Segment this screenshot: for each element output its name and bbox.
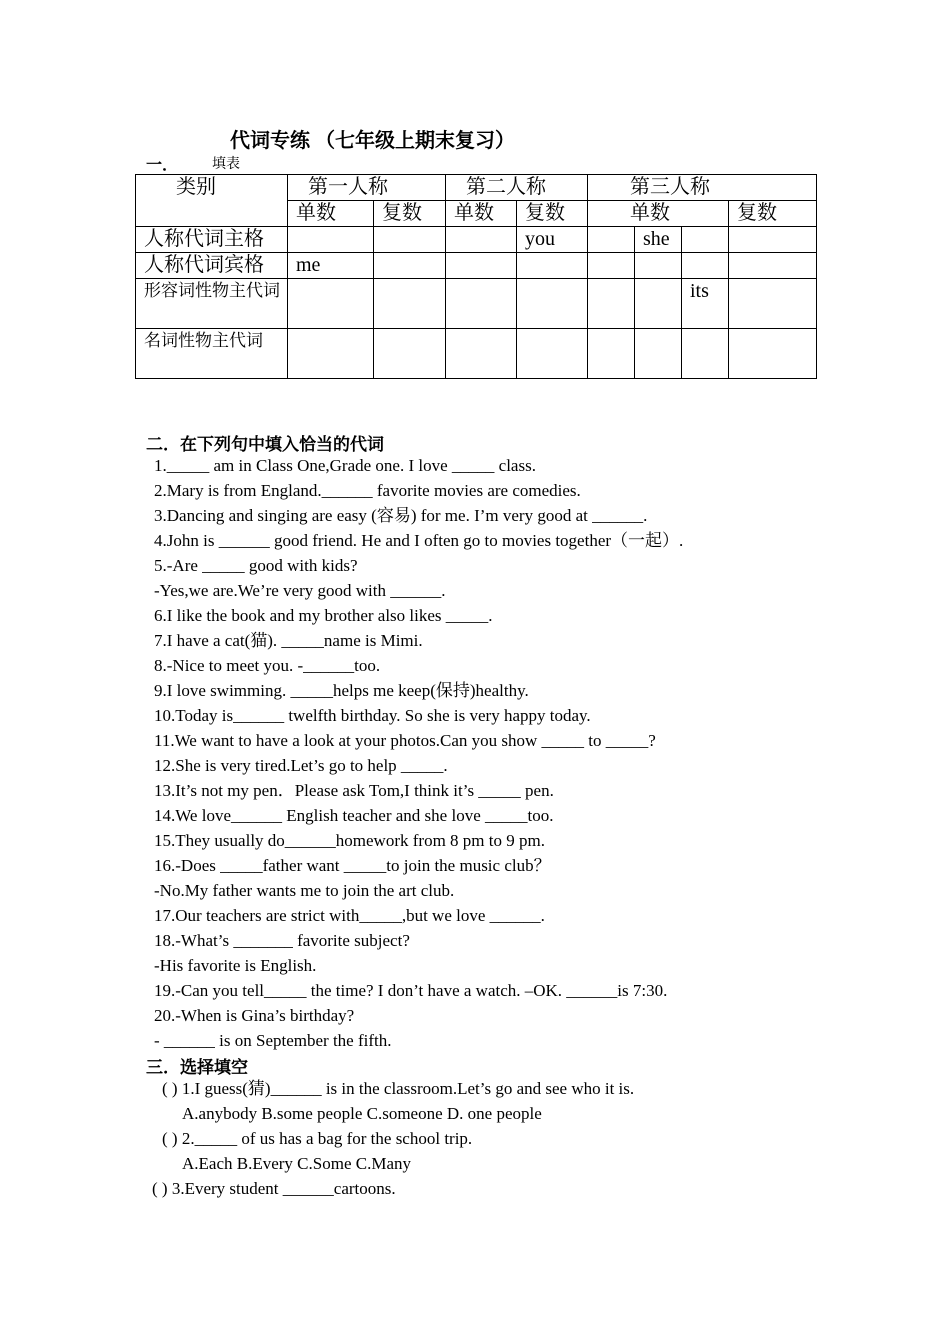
row-label: 人称代词宾格: [136, 253, 288, 279]
section1-number: 一．: [146, 157, 179, 174]
table-cell: [446, 253, 517, 279]
table-cell: [288, 227, 374, 253]
section1-label: 填表: [212, 157, 240, 172]
table-header-row-1: [136, 175, 817, 201]
question-line: 18.-What’s _______ favorite subject?: [154, 931, 410, 950]
question-line: - ______ is on September the fifth.: [154, 1031, 392, 1050]
table-row: [136, 227, 817, 253]
choice-options: A.Each B.Every C.Some C.Many: [182, 1154, 411, 1173]
table-cell: its: [682, 279, 729, 329]
header-plural: 复数: [729, 201, 817, 227]
table-cell: [635, 279, 682, 329]
table-row: [136, 329, 817, 379]
question-line: 15.They usually do______homework from 8 pm to 9 pm.: [154, 831, 545, 850]
question-line: 20.-When is Gina’s birthday?: [154, 1006, 355, 1025]
section3-heading: 三．选择填空: [146, 1058, 248, 1077]
table-cell: [374, 253, 446, 279]
pronoun-table: [135, 174, 817, 379]
row-label: 形容词性物主代词: [136, 279, 288, 329]
header-singular: 单数: [588, 201, 729, 227]
header-plural: 复数: [517, 201, 588, 227]
section1-heading: [146, 152, 240, 175]
header-second-person: 第二人称: [446, 175, 588, 201]
choice-question: ( ) 1.I guess(猜)______ is in the classroom.Let’s go and see who it is.: [162, 1079, 635, 1098]
table-cell: [682, 329, 729, 379]
header-third-person: 第三人称: [588, 175, 817, 201]
question-line: -No.My father wants me to join the art club.: [154, 881, 455, 900]
table-cell: [374, 279, 446, 329]
question-line: 3.Dancing and singing are easy (容易) for me. I’m very good at ______.: [154, 506, 648, 525]
table-cell: [588, 227, 635, 253]
table-cell: [517, 329, 588, 379]
question-line: 4.John is ______ good friend. He and I often go to movies together（一起）.: [154, 531, 684, 550]
table-cell: me: [288, 253, 374, 279]
question-line: 2.Mary is from England.______ favorite movies are comedies.: [154, 481, 581, 500]
row-label: 名词性物主代词: [136, 329, 288, 379]
question-line: 10.Today is______ twelfth birthday. So she is very happy today.: [154, 706, 591, 725]
table-cell: you: [517, 227, 588, 253]
header-category: 类别: [136, 175, 288, 227]
question-line: 17.Our teachers are strict with_____,but we love ______.: [154, 906, 545, 925]
question-line: 7.I have a cat(猫). _____name is Mimi.: [154, 631, 423, 650]
section2-heading: 二．在下列句中填入恰当的代词: [146, 435, 384, 454]
header-singular: 单数: [446, 201, 517, 227]
table-cell: [588, 329, 635, 379]
table-cell: [729, 253, 817, 279]
header-first-person: 第一人称: [288, 175, 446, 201]
table-cell: [729, 329, 817, 379]
table-cell: [635, 329, 682, 379]
question-line: 16.-Does _____father want _____to join the music club？: [154, 856, 551, 875]
question-line: -Yes,we are.We’re very good with ______.: [154, 581, 446, 600]
table-cell: [729, 279, 817, 329]
question-line: 14.We love______ English teacher and she love _____too.: [154, 806, 554, 825]
question-line: 11.We want to have a look at your photos.Can you show _____ to _____?: [154, 731, 656, 750]
table-cell: [446, 329, 517, 379]
table-cell: [729, 227, 817, 253]
header-plural: 复数: [374, 201, 446, 227]
table-cell: [374, 329, 446, 379]
choice-options: A.anybody B.some people C.someone D. one people: [182, 1104, 542, 1123]
table-cell: [517, 253, 588, 279]
table-cell: [446, 279, 517, 329]
question-line: 19.-Can you tell_____ the time? I don’t have a watch. –OK. ______is 7:30.: [154, 981, 668, 1000]
table-row: [136, 253, 817, 279]
table-cell: [588, 279, 635, 329]
table-cell: [517, 279, 588, 329]
question-line: 5.-Are _____ good with kids?: [154, 556, 358, 575]
question-line: 6.I like the book and my brother also likes _____.: [154, 606, 493, 625]
choice-question: ( ) 2._____ of us has a bag for the school trip.: [162, 1129, 473, 1148]
table-cell: [446, 227, 517, 253]
page-title: 代词专练 （七年级上期末复习）: [230, 130, 515, 152]
question-line: 9.I love swimming. _____helps me keep(保持)healthy.: [154, 681, 529, 700]
table-cell: [682, 253, 729, 279]
table-cell: she: [635, 227, 682, 253]
table-cell: [288, 329, 374, 379]
table-cell: [588, 253, 635, 279]
question-line: 8.-Nice to meet you. -______too.: [154, 656, 381, 675]
question-line: 12.She is very tired.Let’s go to help _____.: [154, 756, 448, 775]
question-line: 13.It’s not my pen．Please ask Tom,I think it’s _____ pen.: [154, 781, 554, 800]
question-line: 1._____ am in Class One,Grade one. I love _____ class.: [154, 456, 536, 475]
table-cell: [288, 279, 374, 329]
row-label: 人称代词主格: [136, 227, 288, 253]
header-singular: 单数: [288, 201, 374, 227]
choice-question: ( ) 3.Every student ______cartoons.: [152, 1179, 396, 1198]
table-cell: [682, 227, 729, 253]
question-line: -His favorite is English.: [154, 956, 317, 975]
table-row: [136, 279, 817, 329]
table-cell: [635, 253, 682, 279]
table-cell: [374, 227, 446, 253]
